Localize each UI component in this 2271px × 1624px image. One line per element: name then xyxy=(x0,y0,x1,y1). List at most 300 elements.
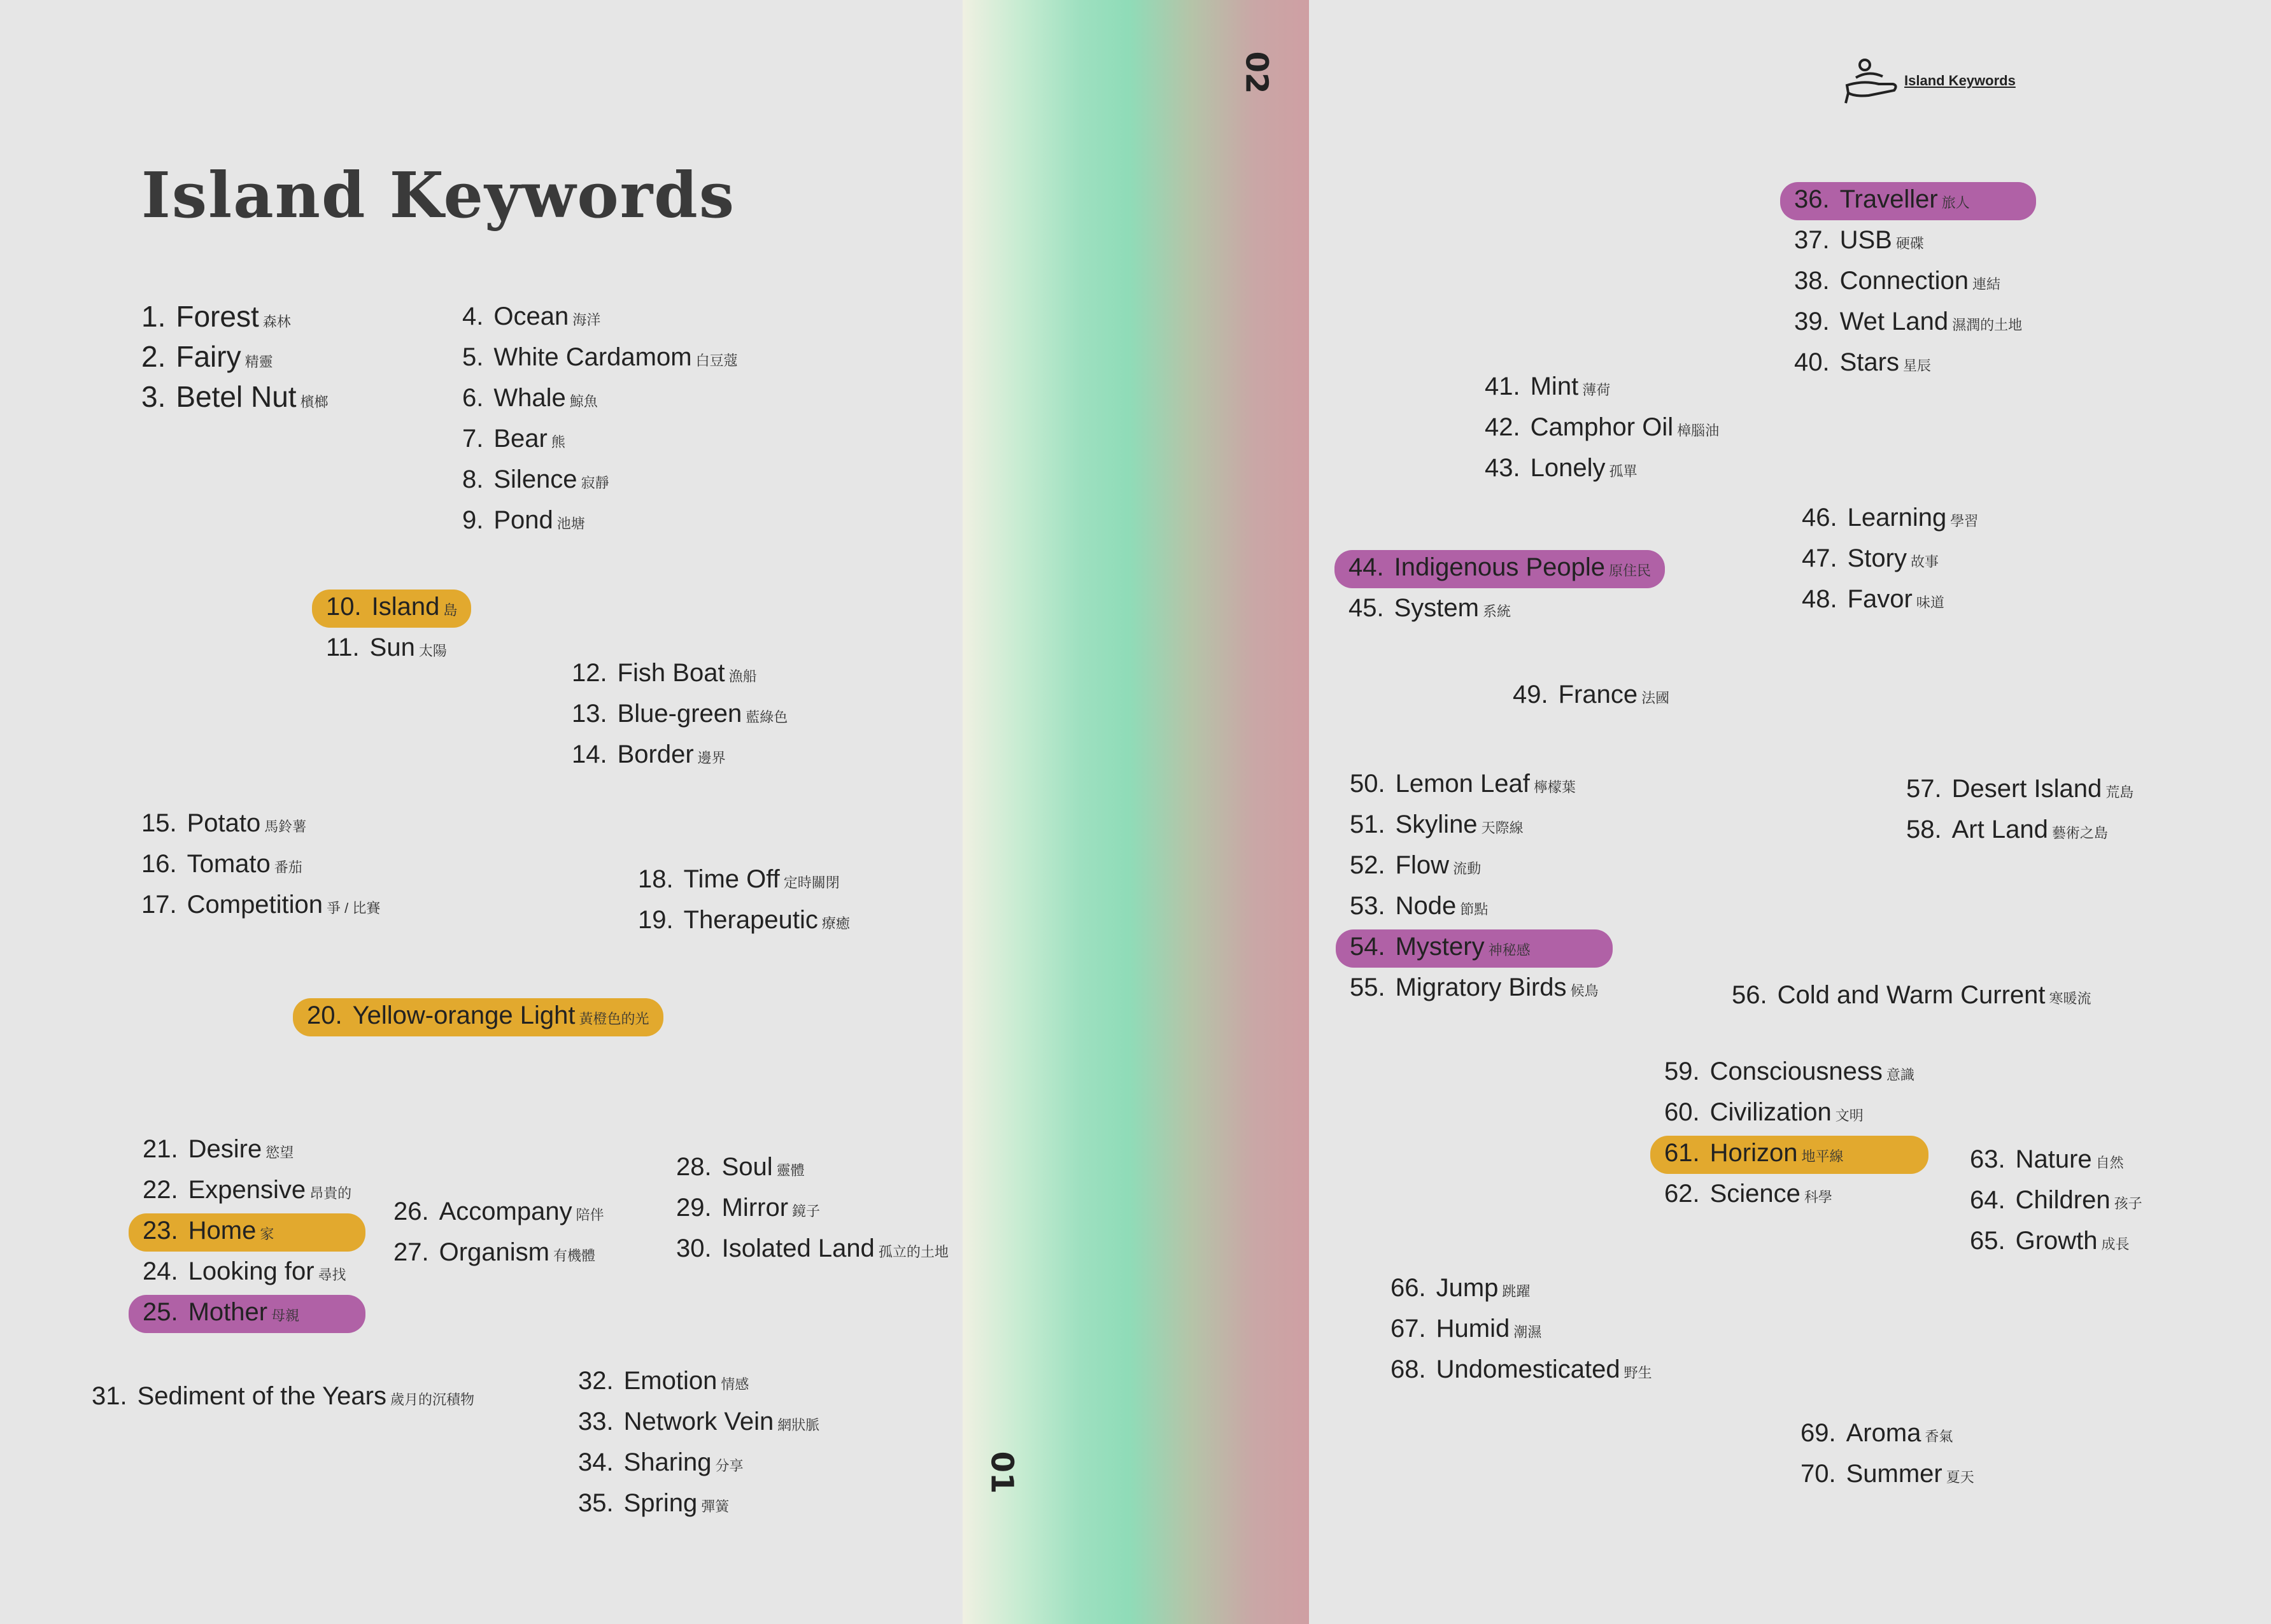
keyword-english: Spring xyxy=(623,1489,698,1517)
keyword-english: Desire xyxy=(188,1135,262,1163)
keyword-group-8 xyxy=(143,1131,351,1334)
keyword-english: Connection xyxy=(1839,267,1969,295)
keyword-item xyxy=(1390,1269,1652,1310)
keyword-item xyxy=(1664,1053,1914,1094)
keyword-english: Nature xyxy=(2015,1145,2092,1173)
keyword-english: Mystery xyxy=(1395,933,1485,961)
keyword-item xyxy=(462,379,738,420)
keyword-english: Looking for xyxy=(188,1257,315,1285)
keyword-number: 21. xyxy=(143,1135,178,1163)
keyword-chinese: 跳躍 xyxy=(1502,1283,1531,1299)
keyword-english: USB xyxy=(1839,226,1892,254)
keyword-item xyxy=(1485,449,1719,490)
keyword-english: Emotion xyxy=(623,1367,718,1395)
keyword-english: Mother xyxy=(188,1298,268,1326)
keyword-chinese: 自然 xyxy=(2095,1155,2124,1171)
keyword-english: Bear xyxy=(493,425,548,453)
keyword-number: 1. xyxy=(141,300,166,333)
keyword-chinese: 薄荷 xyxy=(1582,382,1611,398)
keyword-group-13 xyxy=(1794,181,2022,385)
keyword-english: Betel Nut xyxy=(176,380,297,413)
keyword-item xyxy=(638,901,850,942)
keyword-chinese: 意識 xyxy=(1886,1067,1914,1083)
keyword-number: 63. xyxy=(1970,1145,2006,1173)
keyword-item xyxy=(1970,1182,2142,1222)
keyword-number: 46. xyxy=(1802,504,1837,532)
page-title: Island Keywords xyxy=(141,159,736,232)
keyword-chinese: 檳榔 xyxy=(300,394,329,410)
keyword-item xyxy=(1664,1134,1914,1175)
keyword-number: 28. xyxy=(676,1153,712,1181)
keyword-group-21 xyxy=(1664,1053,1914,1216)
keyword-item xyxy=(578,1485,819,1525)
gradient-spine xyxy=(963,0,1309,1624)
keyword-number: 69. xyxy=(1801,1419,1836,1447)
keyword-item xyxy=(141,339,329,379)
keyword-chinese: 母親 xyxy=(271,1308,300,1324)
keyword-number: 11. xyxy=(326,633,360,661)
keyword-chinese: 島 xyxy=(443,602,458,618)
keyword-number: 22. xyxy=(143,1176,178,1204)
keyword-item xyxy=(572,736,788,777)
keyword-number: 68. xyxy=(1390,1355,1426,1383)
keyword-english: Tomato xyxy=(187,850,271,878)
keyword-item xyxy=(326,588,457,629)
keyword-number: 67. xyxy=(1390,1315,1426,1343)
keyword-chinese: 有機體 xyxy=(553,1248,596,1264)
keyword-english: Summer xyxy=(1846,1460,1942,1488)
keyword-chinese: 孤單 xyxy=(1609,463,1638,479)
keyword-number: 35. xyxy=(578,1489,614,1517)
keyword-english: Sediment of the Years xyxy=(137,1382,386,1410)
keyword-group-2 xyxy=(462,298,738,542)
keyword-chinese: 系統 xyxy=(1482,604,1511,619)
keyword-item xyxy=(1350,928,1599,969)
keyword-english: Ocean xyxy=(493,302,569,330)
keyword-english: Blue-green xyxy=(617,700,742,728)
keyword-chinese: 成長 xyxy=(2101,1236,2130,1252)
keyword-chinese: 故事 xyxy=(1910,554,1939,570)
keyword-item xyxy=(92,1378,474,1418)
keyword-english: White Cardamom xyxy=(493,343,692,371)
keyword-chinese: 荒島 xyxy=(2105,784,2134,800)
keyword-number: 8. xyxy=(462,465,484,493)
keyword-chinese: 香氣 xyxy=(1925,1429,1953,1444)
keyword-item xyxy=(1513,676,1669,717)
keyword-number: 43. xyxy=(1485,454,1520,482)
keyword-chinese: 漁船 xyxy=(728,668,757,684)
keyword-number: 55. xyxy=(1350,973,1385,1001)
keyword-number: 59. xyxy=(1664,1057,1700,1085)
island-hand-icon xyxy=(1843,56,1900,106)
keyword-english: Traveller xyxy=(1839,185,1938,213)
keyword-number: 50. xyxy=(1350,770,1385,798)
keyword-item xyxy=(578,1444,819,1485)
keyword-item xyxy=(1348,590,1651,630)
header-label: Island Keywords xyxy=(1904,73,2016,88)
keyword-chinese: 森林 xyxy=(262,314,291,330)
keyword-number: 26. xyxy=(393,1197,429,1225)
keyword-item xyxy=(1350,969,1599,1010)
keyword-chinese: 鯨魚 xyxy=(569,393,598,409)
keyword-number: 60. xyxy=(1664,1098,1700,1126)
keyword-item xyxy=(393,1234,604,1274)
keyword-english: Lemon Leaf xyxy=(1395,770,1530,798)
keyword-chinese: 候鳥 xyxy=(1570,983,1599,999)
keyword-item xyxy=(1350,765,1599,806)
keyword-item xyxy=(1906,770,2133,811)
keyword-chinese: 陪伴 xyxy=(576,1207,604,1223)
keyword-english: Isolated Land xyxy=(721,1234,875,1262)
keyword-item xyxy=(1970,1222,2142,1263)
keyword-english: Wet Land xyxy=(1839,307,1949,335)
keyword-english: Competition xyxy=(187,891,323,919)
keyword-number: 57. xyxy=(1906,775,1942,803)
keyword-item xyxy=(1970,1141,2142,1182)
keyword-number: 4. xyxy=(462,302,484,330)
keyword-chinese: 連結 xyxy=(1972,276,2000,292)
keyword-number: 41. xyxy=(1485,372,1520,400)
keyword-english: System xyxy=(1394,594,1479,622)
keyword-group-10 xyxy=(676,1148,949,1271)
keyword-item xyxy=(1794,303,2022,344)
keyword-item xyxy=(1348,549,1651,590)
keyword-item xyxy=(143,1253,351,1294)
keyword-item xyxy=(1794,181,2022,222)
keyword-english: Soul xyxy=(721,1153,773,1181)
keyword-english: Flow xyxy=(1395,851,1450,879)
keyword-number: 30. xyxy=(676,1234,712,1262)
keyword-number: 37. xyxy=(1794,226,1830,254)
keyword-chinese: 家 xyxy=(260,1226,274,1242)
keyword-number: 12. xyxy=(572,659,607,687)
keyword-english: Whale xyxy=(493,384,566,412)
keyword-english: Mirror xyxy=(721,1194,789,1222)
keyword-item xyxy=(1485,368,1719,409)
keyword-english: Learning xyxy=(1847,504,1947,532)
keyword-item xyxy=(1664,1175,1914,1216)
keyword-item xyxy=(462,420,738,461)
keyword-chinese: 原住民 xyxy=(1609,563,1652,579)
keyword-number: 6. xyxy=(462,384,484,412)
keyword-chinese: 寒暖流 xyxy=(2049,991,2091,1006)
keyword-number: 31. xyxy=(92,1382,127,1410)
keyword-number: 15. xyxy=(141,809,177,837)
keyword-group-20 xyxy=(1906,770,2133,852)
keyword-number: 23. xyxy=(143,1217,178,1245)
keyword-group-17 xyxy=(1513,676,1669,717)
keyword-item xyxy=(638,861,850,901)
keyword-item xyxy=(572,695,788,736)
keyword-number: 52. xyxy=(1350,851,1385,879)
keyword-item xyxy=(307,997,649,1038)
keyword-number: 51. xyxy=(1350,810,1385,838)
keyword-english: Border xyxy=(617,740,694,768)
keyword-chinese: 地平線 xyxy=(1801,1148,1844,1164)
keyword-chinese: 邊界 xyxy=(697,750,726,766)
keyword-english: Accompany xyxy=(439,1197,572,1225)
keyword-number: 34. xyxy=(578,1448,614,1476)
keyword-chinese: 味道 xyxy=(1916,595,1944,611)
keyword-chinese: 節點 xyxy=(1460,901,1489,917)
keyword-chinese: 鏡子 xyxy=(792,1203,821,1219)
keyword-number: 27. xyxy=(393,1238,429,1266)
keyword-number: 32. xyxy=(578,1367,614,1395)
keyword-chinese: 池塘 xyxy=(556,516,585,532)
keyword-number: 19. xyxy=(638,906,674,934)
keyword-item xyxy=(141,805,380,845)
keyword-english: Fairy xyxy=(176,340,241,373)
keyword-number: 38. xyxy=(1794,267,1830,295)
keyword-chinese: 旅人 xyxy=(1941,195,1970,211)
keyword-chinese: 靈體 xyxy=(776,1162,805,1178)
keyword-chinese: 白豆蔻 xyxy=(695,353,738,369)
keyword-number: 5. xyxy=(462,343,484,371)
keyword-english: Silence xyxy=(493,465,577,493)
keyword-english: Home xyxy=(188,1217,257,1245)
keyword-number: 62. xyxy=(1664,1180,1700,1208)
keyword-number: 3. xyxy=(141,380,166,413)
keyword-number: 16. xyxy=(141,850,177,878)
keyword-english: Lonely xyxy=(1530,454,1606,482)
keyword-number: 66. xyxy=(1390,1274,1426,1302)
keyword-english: Island xyxy=(371,593,440,621)
keyword-group-5 xyxy=(141,805,380,927)
keyword-item xyxy=(1485,409,1719,449)
keyword-item xyxy=(1802,581,1978,621)
keyword-number: 40. xyxy=(1794,348,1830,376)
keyword-chinese: 野生 xyxy=(1624,1365,1652,1381)
keyword-item xyxy=(141,299,329,339)
keyword-english: Therapeutic xyxy=(683,906,818,934)
keyword-chinese: 定時關閉 xyxy=(783,875,840,891)
keyword-item xyxy=(572,654,788,695)
keyword-chinese: 寂靜 xyxy=(581,475,609,491)
keyword-chinese: 科學 xyxy=(1804,1189,1832,1205)
keyword-group-19 xyxy=(1732,977,2091,1017)
keyword-chinese: 太陽 xyxy=(418,643,447,659)
keyword-number: 64. xyxy=(1970,1186,2006,1214)
keyword-number: 7. xyxy=(462,425,484,453)
keyword-english: Stars xyxy=(1839,348,1899,376)
keyword-chinese: 療癒 xyxy=(821,915,850,931)
keyword-group-7 xyxy=(307,997,649,1038)
keyword-number: 45. xyxy=(1348,594,1384,622)
keyword-english: Pond xyxy=(493,506,553,534)
keyword-english: Civilization xyxy=(1709,1098,1832,1126)
keyword-item xyxy=(143,1212,351,1253)
keyword-item xyxy=(1794,262,2022,303)
keyword-item xyxy=(1390,1351,1652,1392)
keyword-english: Expensive xyxy=(188,1176,306,1204)
keyword-number: 20. xyxy=(307,1001,343,1029)
keyword-chinese: 海洋 xyxy=(572,312,601,328)
page-number-right: 02 xyxy=(1238,51,1275,94)
keyword-english: France xyxy=(1558,681,1638,709)
keyword-item xyxy=(1802,499,1978,540)
keyword-item xyxy=(578,1403,819,1444)
keyword-chinese: 夏天 xyxy=(1946,1469,1974,1485)
keyword-item xyxy=(141,845,380,886)
keyword-chinese: 彈簧 xyxy=(701,1499,730,1515)
keyword-number: 53. xyxy=(1350,892,1385,920)
keyword-chinese: 學習 xyxy=(1950,513,1979,529)
keyword-item xyxy=(1801,1415,1974,1455)
keyword-english: Sun xyxy=(369,633,415,661)
keyword-english: Jump xyxy=(1436,1274,1499,1302)
keyword-chinese: 孩子 xyxy=(2114,1196,2142,1211)
keyword-number: 17. xyxy=(141,891,177,919)
keyword-group-24 xyxy=(1801,1415,1974,1496)
keyword-chinese: 藝術之島 xyxy=(2051,825,2108,841)
keyword-item xyxy=(676,1148,949,1189)
keyword-chinese: 歲月的沉積物 xyxy=(390,1392,475,1408)
keyword-number: 65. xyxy=(1970,1227,2006,1255)
keyword-english: Mint xyxy=(1530,372,1579,400)
keyword-number: 48. xyxy=(1802,585,1837,613)
keyword-number: 9. xyxy=(462,506,484,534)
keyword-item xyxy=(141,886,380,927)
keyword-chinese: 爭 / 比賽 xyxy=(327,900,381,916)
keyword-group-16 xyxy=(1802,499,1978,621)
keyword-item xyxy=(1794,344,2022,385)
keyword-english: Story xyxy=(1847,544,1907,572)
keyword-item xyxy=(1732,977,2091,1017)
keyword-item xyxy=(462,461,738,502)
keyword-group-12 xyxy=(578,1362,819,1525)
keyword-english: Yellow-orange Light xyxy=(352,1001,576,1029)
keyword-english: Organism xyxy=(439,1238,549,1266)
keyword-english: Forest xyxy=(176,300,259,333)
keyword-english: Fish Boat xyxy=(617,659,725,687)
keyword-item xyxy=(1794,222,2022,262)
keyword-number: 47. xyxy=(1802,544,1837,572)
keyword-item xyxy=(1802,540,1978,581)
keyword-number: 13. xyxy=(572,700,607,728)
keyword-group-14 xyxy=(1485,368,1719,490)
keyword-number: 24. xyxy=(143,1257,178,1285)
keyword-english: Consciousness xyxy=(1709,1057,1883,1085)
keyword-english: Skyline xyxy=(1395,810,1478,838)
keyword-chinese: 硬碟 xyxy=(1895,236,1924,251)
keyword-number: 54. xyxy=(1350,933,1385,961)
keyword-english: Art Land xyxy=(1951,816,2048,844)
keyword-item xyxy=(1350,847,1599,887)
keyword-group-4 xyxy=(572,654,788,777)
keyword-english: Cold and Warm Current xyxy=(1777,981,2046,1009)
keyword-group-3 xyxy=(326,588,457,670)
keyword-group-18 xyxy=(1350,765,1599,1010)
keyword-english: Network Vein xyxy=(623,1408,774,1436)
keyword-number: 44. xyxy=(1348,553,1384,581)
keyword-number: 14. xyxy=(572,740,607,768)
keyword-chinese: 網狀脈 xyxy=(777,1417,820,1433)
keyword-item xyxy=(143,1294,351,1334)
keyword-chinese: 星辰 xyxy=(1902,358,1931,374)
keyword-number: 10. xyxy=(326,593,362,621)
keyword-item xyxy=(143,1171,351,1212)
keyword-item xyxy=(462,339,738,379)
keyword-item xyxy=(462,298,738,339)
keyword-chinese: 流動 xyxy=(1453,861,1482,877)
keyword-english: Growth xyxy=(2015,1227,2098,1255)
keyword-item xyxy=(578,1362,819,1403)
keyword-english: Time Off xyxy=(683,865,780,893)
keyword-item xyxy=(1350,887,1599,928)
keyword-english: Indigenous People xyxy=(1394,553,1605,581)
keyword-english: Sharing xyxy=(623,1448,712,1476)
keyword-group-15 xyxy=(1348,549,1651,630)
keyword-chinese: 尋找 xyxy=(318,1267,346,1283)
keyword-number: 29. xyxy=(676,1194,712,1222)
keyword-chinese: 濕潤的土地 xyxy=(1952,317,2023,333)
keyword-item xyxy=(143,1131,351,1171)
keyword-number: 58. xyxy=(1906,816,1942,844)
keyword-item xyxy=(1664,1094,1914,1134)
keyword-number: 70. xyxy=(1801,1460,1836,1488)
keyword-chinese: 分享 xyxy=(715,1458,744,1474)
keyword-chinese: 精靈 xyxy=(244,354,273,370)
keyword-chinese: 文明 xyxy=(1835,1108,1864,1124)
keyword-chinese: 天際線 xyxy=(1481,820,1524,836)
keyword-english: Science xyxy=(1709,1180,1801,1208)
keyword-chinese: 孤立的土地 xyxy=(878,1244,949,1260)
keyword-number: 2. xyxy=(141,340,166,373)
keyword-chinese: 慾望 xyxy=(265,1145,294,1161)
keyword-group-6 xyxy=(638,861,850,942)
keyword-number: 56. xyxy=(1732,981,1767,1009)
keyword-english: Humid xyxy=(1436,1315,1510,1343)
keyword-group-9 xyxy=(393,1193,604,1274)
keyword-english: Desert Island xyxy=(1951,775,2102,803)
keyword-item xyxy=(462,502,738,542)
keyword-group-23 xyxy=(1390,1269,1652,1392)
keyword-item xyxy=(1390,1310,1652,1351)
keyword-number: 36. xyxy=(1794,185,1830,213)
keyword-item xyxy=(141,379,329,420)
keyword-chinese: 昂貴的 xyxy=(309,1185,352,1201)
keyword-number: 39. xyxy=(1794,307,1830,335)
keyword-group-1 xyxy=(141,299,329,420)
keyword-english: Horizon xyxy=(1709,1139,1798,1167)
keyword-number: 61. xyxy=(1664,1139,1700,1167)
keyword-chinese: 情感 xyxy=(721,1376,749,1392)
keyword-english: Potato xyxy=(187,809,261,837)
page-number-left: 01 xyxy=(984,1451,1020,1494)
keyword-item xyxy=(1906,811,2133,852)
keyword-number: 49. xyxy=(1513,681,1548,709)
keyword-item xyxy=(676,1230,949,1271)
keyword-number: 18. xyxy=(638,865,674,893)
keyword-english: Migratory Birds xyxy=(1395,973,1567,1001)
keyword-chinese: 神秘感 xyxy=(1488,942,1531,958)
keyword-chinese: 熊 xyxy=(551,434,565,450)
keyword-item xyxy=(326,629,457,670)
keyword-number: 42. xyxy=(1485,413,1520,441)
keyword-group-11 xyxy=(92,1378,474,1418)
keyword-chinese: 法國 xyxy=(1641,690,1670,706)
keyword-english: Children xyxy=(2015,1186,2111,1214)
keyword-item xyxy=(1350,806,1599,847)
keyword-item xyxy=(393,1193,604,1234)
keyword-english: Aroma xyxy=(1846,1419,1921,1447)
keyword-english: Undomesticated xyxy=(1436,1355,1620,1383)
keyword-item xyxy=(1801,1455,1974,1496)
keyword-item xyxy=(676,1189,949,1230)
keyword-number: 33. xyxy=(578,1408,614,1436)
keyword-number: 25. xyxy=(143,1298,178,1326)
keyword-english: Camphor Oil xyxy=(1530,413,1674,441)
